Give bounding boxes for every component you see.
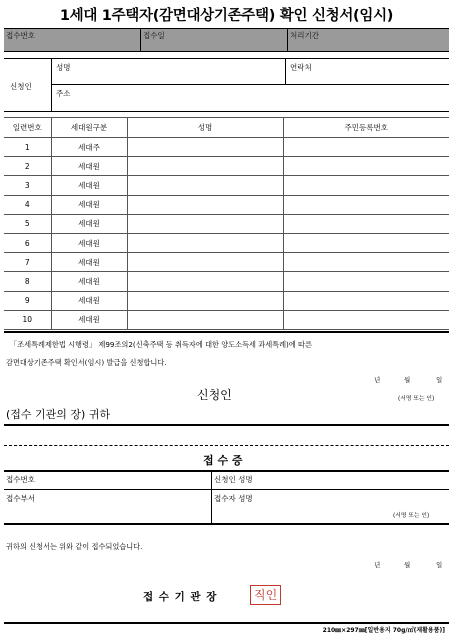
applicant-label: 신청인 — [10, 82, 32, 91]
receipt-date-year: 년 — [374, 561, 381, 569]
table-row — [4, 157, 449, 176]
name-cell[interactable] — [127, 233, 283, 252]
serial-number-cell: 3 — [4, 176, 51, 195]
applicant-contact-label: 연락처 — [290, 63, 312, 72]
resident-number-cell[interactable] — [283, 233, 449, 252]
serial-number-cell: 6 — [4, 233, 51, 252]
receipt-info-bar — [4, 28, 449, 52]
date-month-label: 월 — [404, 376, 411, 384]
receipt-title: 접 수 증 — [203, 454, 243, 467]
household-table — [4, 117, 449, 330]
column-header: 성명 — [127, 118, 283, 138]
serial-number-cell: 7 — [4, 253, 51, 272]
receipt-number-label: 접수번호 — [6, 31, 35, 40]
name-cell[interactable] — [127, 253, 283, 272]
serial-number-cell: 5 — [4, 214, 51, 233]
table-row — [4, 310, 449, 329]
receipt-number-label: 접수번호 — [6, 475, 35, 484]
name-cell[interactable] — [127, 176, 283, 195]
receipt-notice: 귀하의 신청서는 위와 같이 접수되었습니다. — [6, 542, 143, 551]
name-cell[interactable] — [127, 272, 283, 291]
column-header: 일련번호 — [4, 118, 51, 138]
name-cell[interactable] — [127, 138, 283, 157]
serial-number-cell: 4 — [4, 195, 51, 214]
applicant-name-label: 성명 — [56, 63, 71, 72]
resident-number-cell[interactable] — [283, 291, 449, 310]
serial-number-cell: 9 — [4, 291, 51, 310]
receiver-name-label: 접수자 성명 — [214, 494, 253, 503]
form-title: 1세대 1주택자(감면대상기존주택) 확인 신청서(임시) — [59, 8, 394, 24]
member-type-cell: 세대원 — [51, 272, 127, 291]
processing-period-label: 처리기간 — [290, 31, 319, 40]
member-type-cell: 세대원 — [51, 253, 127, 272]
table-row — [4, 138, 449, 157]
paper-spec-footer: 210㎜×297㎜[일반용지 70g/㎡(재활용품)] — [322, 627, 445, 634]
resident-number-cell[interactable] — [283, 253, 449, 272]
table-row — [4, 195, 449, 214]
name-cell[interactable] — [127, 310, 283, 329]
applicant-name-field-label: 신청인 성명 — [214, 475, 253, 484]
recipient-label: (접수 기관의 장) 귀하 — [6, 408, 111, 421]
member-type-cell: 세대원 — [51, 176, 127, 195]
serial-number-cell: 2 — [4, 157, 51, 176]
receiver-sign-note: (서명 또는 인) — [393, 513, 430, 519]
resident-number-cell[interactable] — [283, 138, 449, 157]
applicant-sign-label: 신청인 — [197, 388, 232, 402]
column-header: 세대원구분 — [51, 118, 127, 138]
member-type-cell: 세대주 — [51, 138, 127, 157]
table-row — [4, 176, 449, 195]
resident-number-cell[interactable] — [283, 310, 449, 329]
name-cell[interactable] — [127, 214, 283, 233]
table-row — [4, 233, 449, 252]
date-year-label: 년 — [374, 376, 381, 384]
resident-number-cell[interactable] — [283, 176, 449, 195]
resident-number-cell[interactable] — [283, 157, 449, 176]
member-type-cell: 세대원 — [51, 233, 127, 252]
resident-number-cell[interactable] — [283, 272, 449, 291]
statement-line-2: 감면대상기존주택 확인서(임시) 발급을 신청합니다. — [6, 358, 167, 367]
column-header: 주민등록번호 — [283, 118, 449, 138]
receipt-date-month: 월 — [404, 561, 411, 569]
receipt-dept-label: 접수부서 — [6, 494, 35, 503]
member-type-cell: 세대원 — [51, 157, 127, 176]
cut-line — [4, 445, 449, 446]
receiving-agency-head: 접 수 기 관 장 — [143, 591, 218, 603]
name-cell[interactable] — [127, 195, 283, 214]
table-row — [4, 291, 449, 310]
date-day-label: 일 — [436, 376, 443, 384]
name-cell[interactable] — [127, 157, 283, 176]
table-row — [4, 272, 449, 291]
member-type-cell: 세대원 — [51, 195, 127, 214]
resident-number-cell[interactable] — [283, 195, 449, 214]
table-row — [4, 214, 449, 233]
serial-number-cell: 1 — [4, 138, 51, 157]
name-cell[interactable] — [127, 291, 283, 310]
statement-line-1: 「조세특례제한법 시행령」 제99조의2(신축주택 등 취득자에 대한 양도소득세 과세특례)에 따른 — [10, 340, 312, 349]
applicant-address-label: 주소 — [56, 89, 71, 98]
sign-note: (서명 또는 인) — [398, 396, 435, 402]
receipt-date-label: 접수일 — [143, 31, 165, 40]
member-type-cell: 세대원 — [51, 291, 127, 310]
serial-number-cell: 8 — [4, 272, 51, 291]
official-seal: 직인 — [250, 585, 281, 605]
receipt-date-day: 일 — [436, 561, 443, 569]
resident-number-cell[interactable] — [283, 214, 449, 233]
applicant-section — [4, 58, 449, 112]
serial-number-cell: 10 — [4, 310, 51, 329]
table-header-row — [4, 118, 449, 138]
table-row — [4, 253, 449, 272]
member-type-cell: 세대원 — [51, 214, 127, 233]
member-type-cell: 세대원 — [51, 310, 127, 329]
